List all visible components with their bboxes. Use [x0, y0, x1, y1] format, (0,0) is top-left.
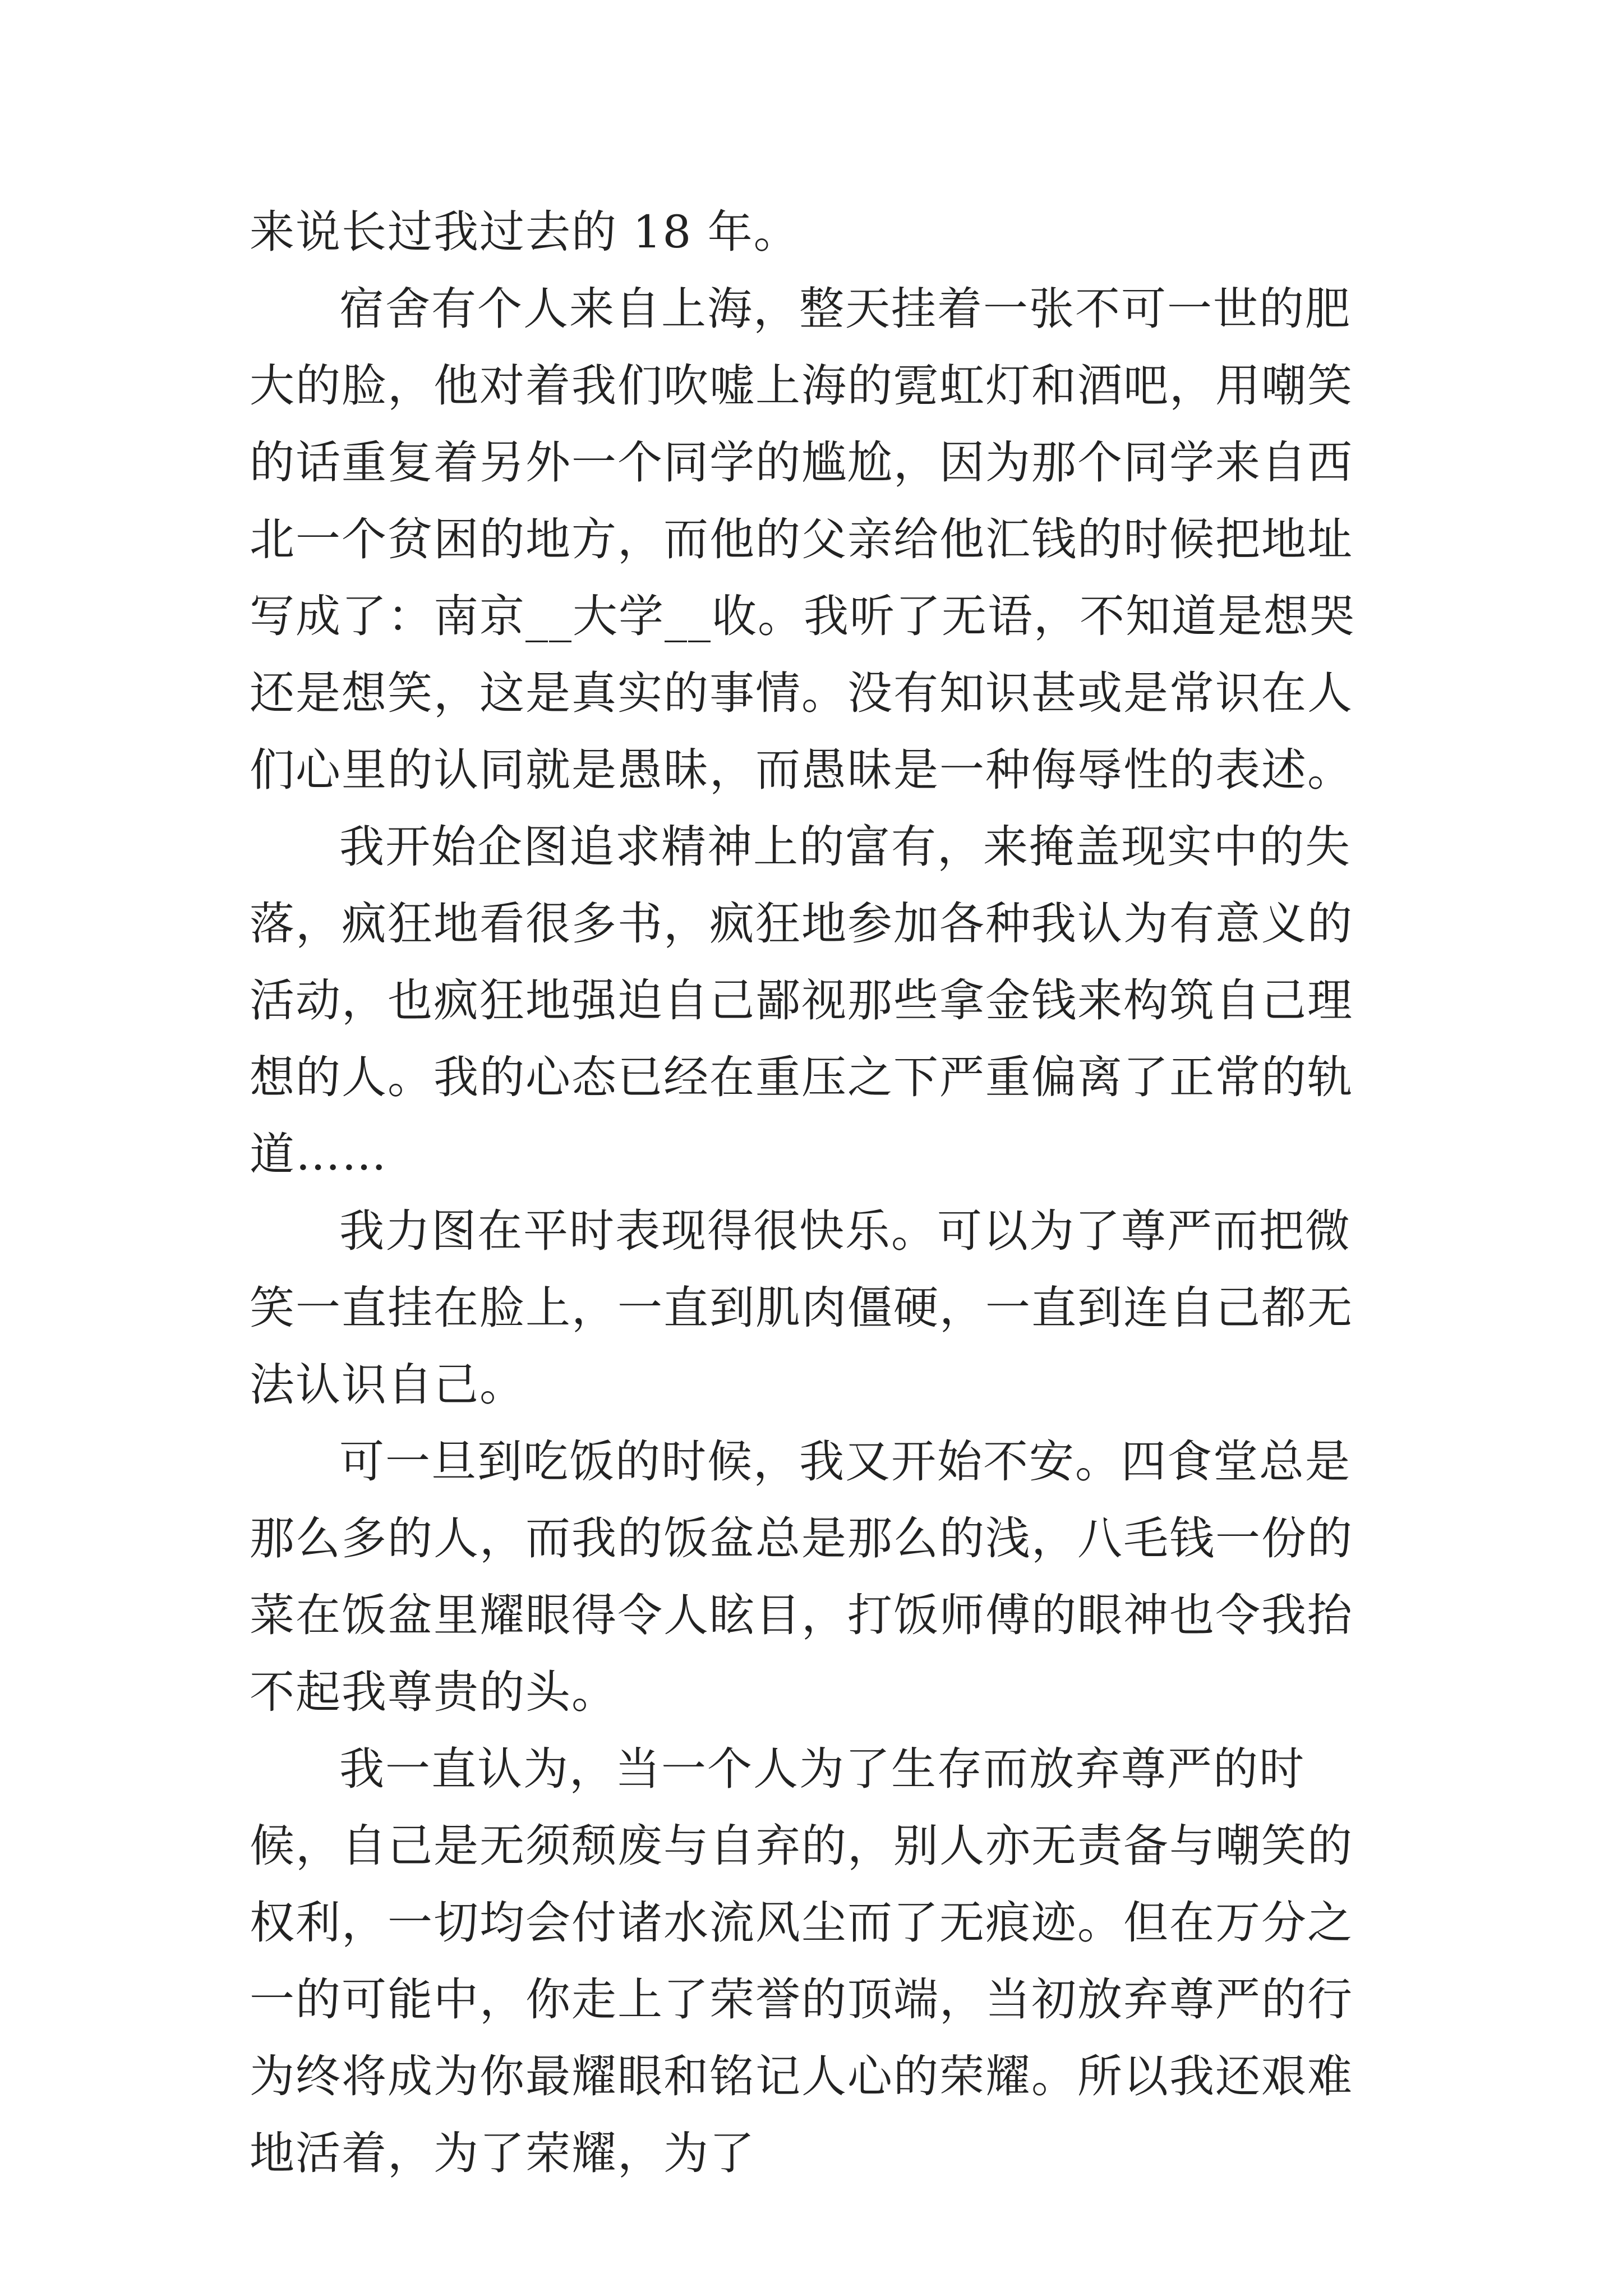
paragraph: 我一直认为，当一个人为了生存而放弃尊严的时候，自己是无须颓废与自弃的，别人亦无责备与嘲笑的权利，一切均会付诸水流风尘而了无痕迹。但在万分之一的可能中，你走上了荣誉的顶端，当初放弃尊严的行为终将成为你最耀眼和铭记人心的荣耀。所以我还艰难地活着，为了荣耀，为了: [250, 1743, 1353, 2179]
paragraph: 来说长过我过去的 18 年。: [250, 206, 800, 258]
paragraph: 我开始企图追求精神上的富有，来掩盖现实中的失落，疯狂地看很多书，疯狂地参加各种我认为有意义的活动，也疯狂地强迫自己鄙视那些拿金钱来构筑自己理想的人。我的心态已经在重压之下严重偏离了正常的轨道……: [250, 821, 1353, 1180]
paragraph: 宿舍有个人来自上海，整天挂着一张不可一世的肥大的脸，他对着我们吹嘘上海的霓虹灯和酒吧，用嘲笑的话重复着另外一个同学的尴尬，因为那个同学来自西北一个贫困的地方，而他的父亲给他汇钱的时候把地址写成了：南京__大学__收。我听了无语，不知道是想哭还是想笑，这是真实的事情。没有知识甚或是常识在人们心里的认同就是愚昧，而愚昧是一种侮辱性的表述。: [250, 283, 1355, 796]
document-body: [250, 194, 1388, 2192]
paragraph: 我力图在平时表现得很快乐。可以为了尊严而把微笑一直挂在脸上，一直到肌肉僵硬，一直到连自己都无法认识自己。: [250, 1205, 1353, 1411]
paragraph: 可一旦到吃饭的时候，我又开始不安。四食堂总是那么多的人，而我的饭盆总是那么的浅，八毛钱一份的菜在饭盆里耀眼得令人眩目，打饭师傅的眼神也令我抬不起我尊贵的头。: [250, 1435, 1353, 1718]
